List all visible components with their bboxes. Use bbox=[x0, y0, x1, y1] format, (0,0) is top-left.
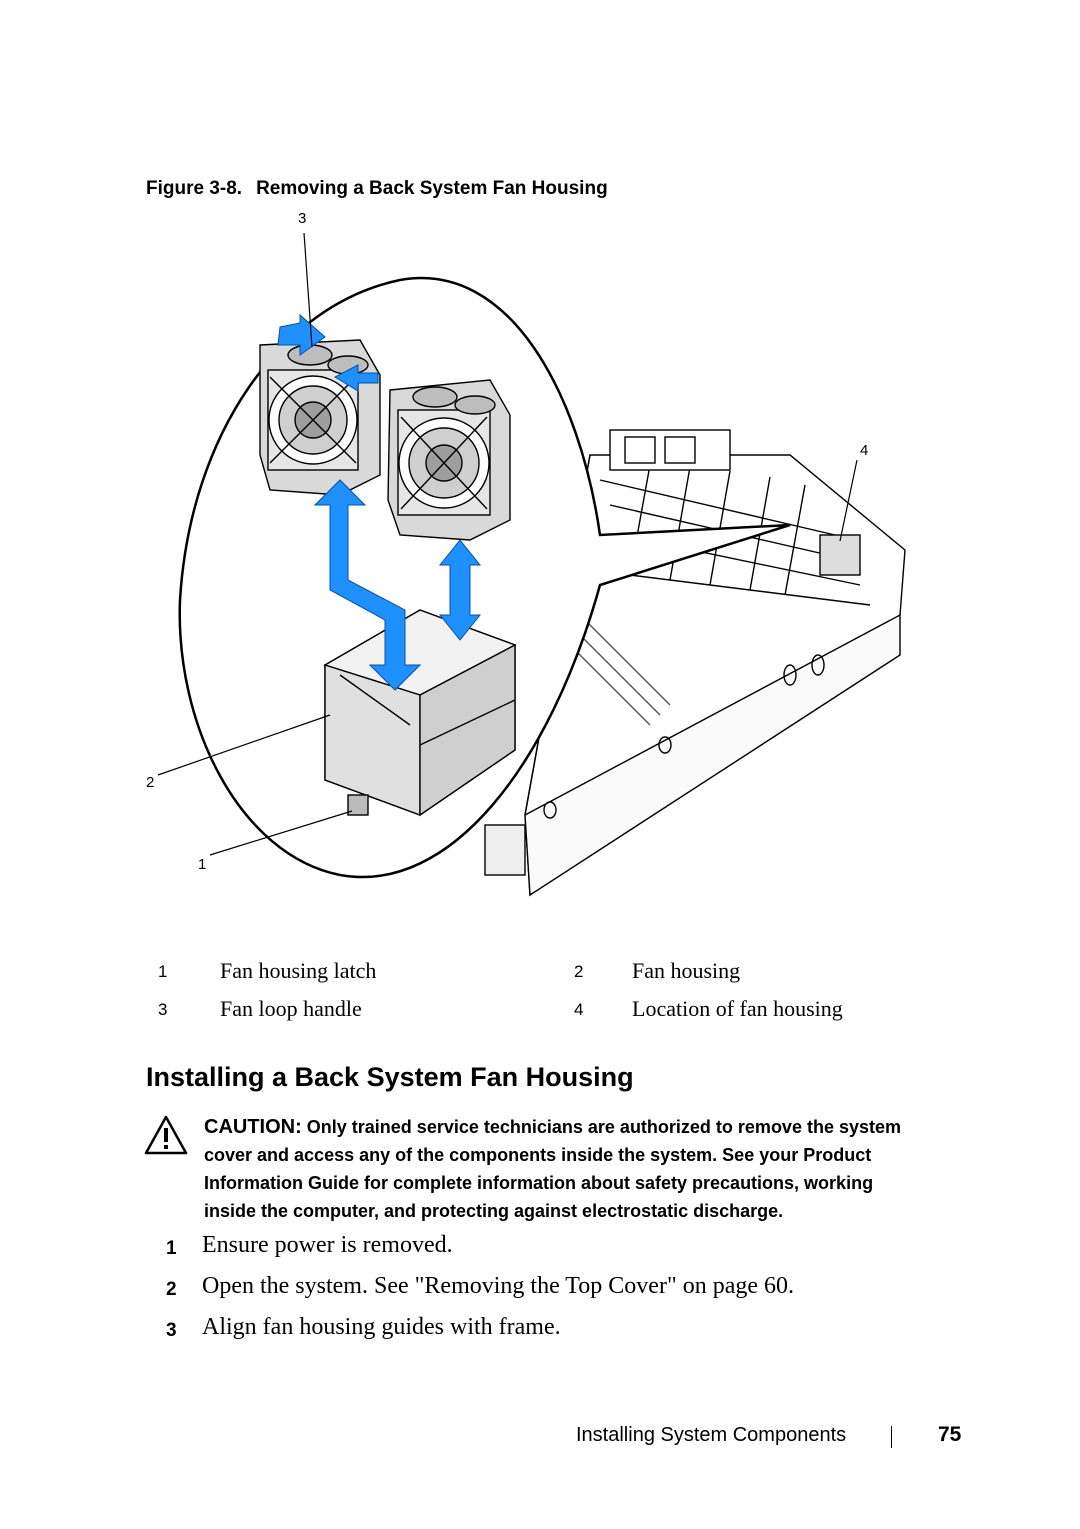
step-text: Ensure power is removed. bbox=[202, 1232, 453, 1258]
caution-line: inside the computer, and protecting against electrostatic discharge. bbox=[204, 1201, 784, 1221]
fan-left bbox=[260, 340, 380, 495]
caution-line: Information Guide for complete information about safety precautions, working bbox=[204, 1173, 874, 1193]
legend-text: Fan housing latch bbox=[220, 958, 377, 983]
legend-number: 4 bbox=[574, 1000, 584, 1019]
step-text: Open the system. See "Removing the Top Cover" on page 60. bbox=[202, 1273, 795, 1299]
footer-divider bbox=[891, 1426, 892, 1448]
figure-caption bbox=[146, 178, 608, 200]
callout-3: 3 bbox=[298, 210, 307, 227]
illustration-svg bbox=[130, 205, 930, 905]
caution-line: cover and access any of the components inside the system. See your Product bbox=[204, 1145, 872, 1165]
fan-right bbox=[388, 380, 510, 540]
caution-text bbox=[204, 1113, 964, 1225]
step-number: 1 bbox=[166, 1238, 177, 1259]
legend-text: Fan housing bbox=[632, 958, 741, 983]
figure-title: Removing a Back System Fan Housing bbox=[256, 178, 608, 199]
legend-number: 1 bbox=[158, 962, 168, 981]
step-text: Align fan housing guides with frame. bbox=[202, 1314, 561, 1340]
caution-line: Only trained service technicians are authorized to remove the system bbox=[306, 1117, 902, 1137]
figure-legend bbox=[150, 958, 910, 1034]
fan-housing-illustration bbox=[130, 205, 930, 905]
step-number: 3 bbox=[166, 1320, 177, 1341]
callout-4: 4 bbox=[860, 442, 869, 459]
callout-2: 2 bbox=[146, 774, 155, 791]
step-number: 2 bbox=[166, 1279, 177, 1300]
step-item bbox=[166, 1232, 1026, 1273]
procedure-steps bbox=[166, 1232, 1026, 1355]
figure-number: Figure 3-8. bbox=[146, 178, 243, 199]
caution-label: CAUTION: bbox=[204, 1116, 302, 1138]
legend-number: 3 bbox=[158, 1000, 168, 1019]
legend-row bbox=[150, 958, 910, 996]
footer-chapter: Installing System Components bbox=[576, 1424, 847, 1446]
caution-icon bbox=[144, 1115, 188, 1155]
section-heading: Installing a Back System Fan Housing bbox=[146, 1062, 634, 1092]
page-footer bbox=[576, 1424, 976, 1454]
legend-text: Fan loop handle bbox=[220, 996, 362, 1021]
step-item bbox=[166, 1314, 1026, 1355]
callout-1: 1 bbox=[198, 856, 207, 873]
page-number: 75 bbox=[938, 1423, 962, 1446]
legend-row bbox=[150, 996, 910, 1034]
step-item bbox=[166, 1273, 1026, 1314]
legend-number: 2 bbox=[574, 962, 584, 981]
legend-text: Location of fan housing bbox=[632, 996, 843, 1021]
